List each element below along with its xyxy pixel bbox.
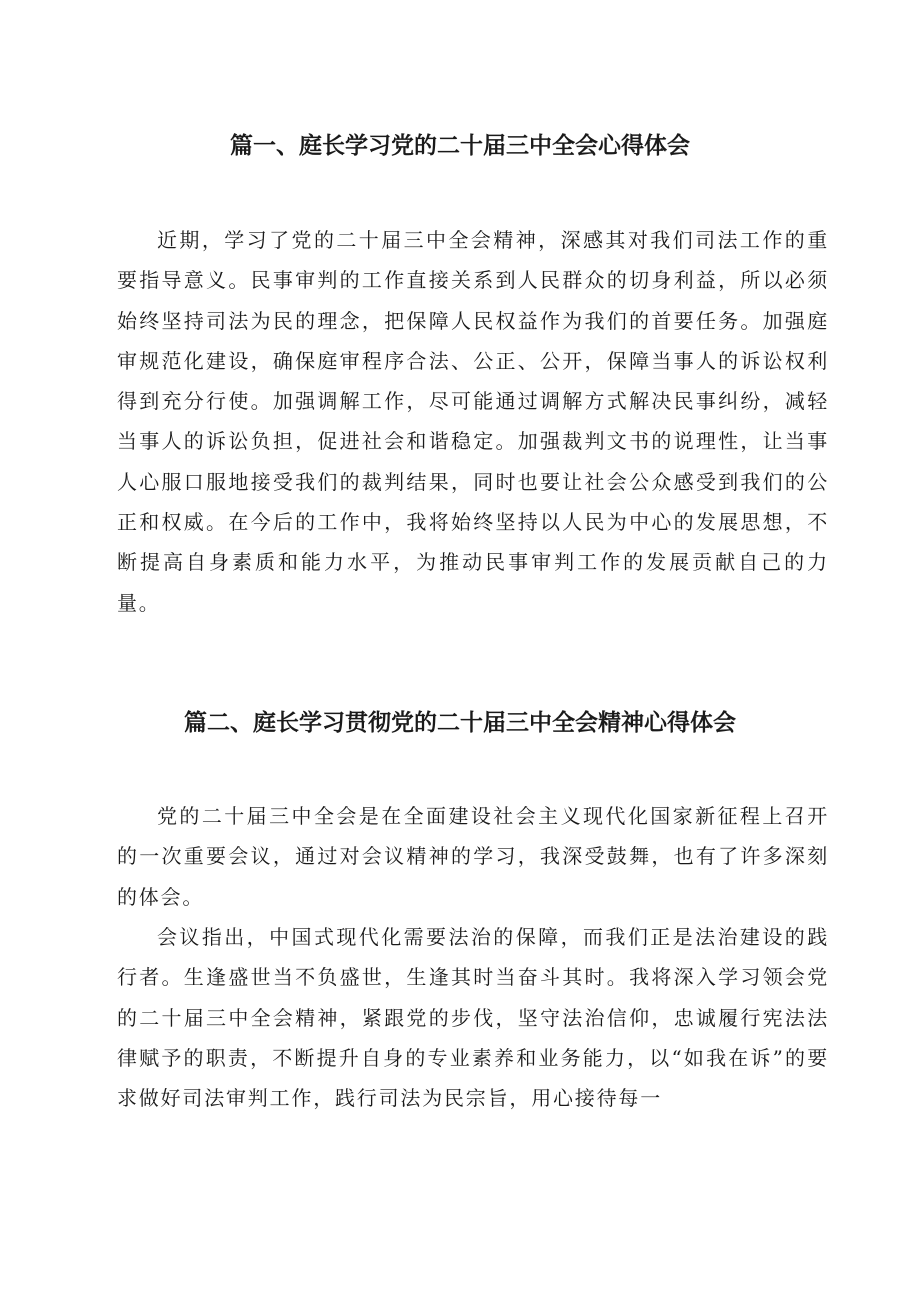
section-1-heading: 篇一、庭长学习党的二十届三中全会心得体会 xyxy=(230,133,690,159)
section-2-heading: 篇二、庭长学习贯彻党的二十届三中全会精神心得体会 xyxy=(184,710,736,736)
section-1-paragraph-1: 近期，学习了党的二十届三中全会精神，深感其对我们司法工作的重要指导意义。民事审判的工作直接关系到人民群众的切身利益，所以必须始终坚持司法为民的理念，把保障人民权益作为我们的首要任务。加强庭审规范化建设，确保庭审程序合法、公正、公开，保障当事人的诉讼权利得到充分行使。加强调解工作，尽可能通过调解方式解决民事纠纷，减轻当事人的诉讼负担，促进社会和谐稳定。加强裁判文书的说理性，让当事人心服口服地接受我们的裁判结果，同时也要让社会公众感受到我们的公正和权威。在今后的工作中，我将始终坚持以人民为中心的发展思想，不断提高自身素质和能力水平，为推动民事审判工作的发展贡献自己的力量。 xyxy=(117,228,829,615)
section-2-paragraph-2: 会议指出，中国式现代化需要法治的保障，而我们正是法治建设的践行者。生逢盛世当不负盛世，生逢其时当奋斗其时。我将深入学习领会党的二十届三中全会精神，紧跟党的步伐，坚守法治信仰，忠诚履行宪法法律赋予的职责，不断提升自身的专业素养和业务能力，以“如我在诉”的要求做好司法审判工作，践行司法为民宗旨，用心接待每一 xyxy=(117,925,829,1111)
section-2-paragraph-1: 党的二十届三中全会是在全面建设社会主义现代化国家新征程上召开的一次重要会议，通过对会议精神的学习，我深受鼓舞，也有了许多深刻的体会。 xyxy=(117,804,829,909)
